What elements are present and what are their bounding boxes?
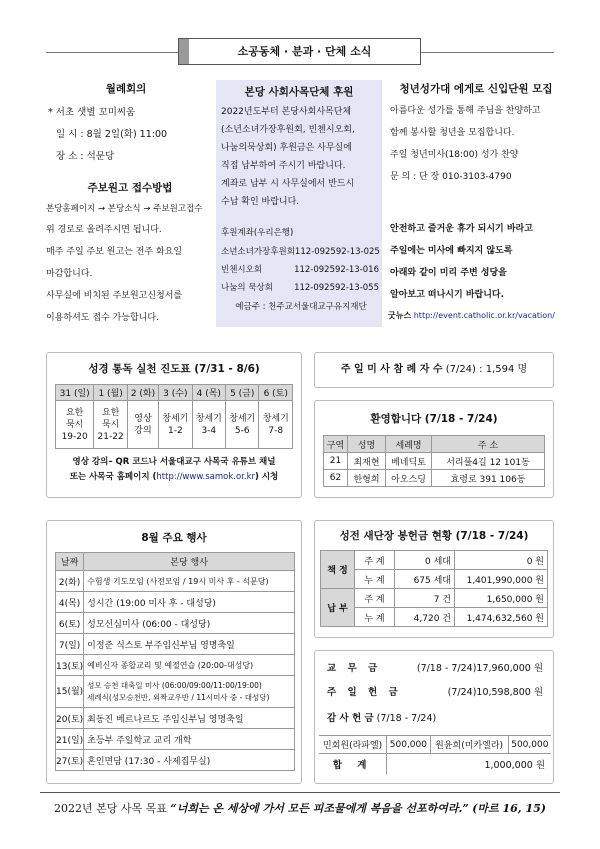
bible-reading: 요한 묵시 21-22 bbox=[94, 401, 128, 449]
vacation-section bbox=[388, 218, 568, 326]
vacation-line: 아래와 같이 미리 주변 성당을 bbox=[390, 268, 507, 278]
table-row bbox=[324, 470, 545, 487]
monthly-place: 장 소 : 석문당 bbox=[56, 151, 115, 162]
table-row: 4(목) 성시간 (19:00 미사 후 - 대성당) bbox=[56, 592, 295, 613]
welcome-cell: 베네딕토 bbox=[386, 453, 432, 470]
header-accent bbox=[179, 39, 189, 64]
bible-day: 6 (토) bbox=[259, 385, 293, 401]
section-header bbox=[178, 38, 421, 65]
bible-day: 5 (금) bbox=[226, 385, 259, 401]
finance-box bbox=[314, 650, 554, 784]
bible-reading: 창세기 1-2 bbox=[159, 401, 192, 449]
monthly-title: 월례회의 bbox=[105, 83, 147, 95]
table-row: 누 계 4,720 건 1,474,632,560 원 bbox=[321, 608, 548, 627]
support-line: (소년소녀가장후원회, 빈첸시오회, bbox=[221, 125, 355, 135]
thanks-table bbox=[319, 735, 551, 774]
offering-box bbox=[314, 520, 554, 638]
bible-day: 3 (수) bbox=[159, 385, 192, 401]
table-row: 15(월) 성모 승천 대축일 미사 (06:00/09:00/11:00/19:00) 세례식(성모승천반, 외짝교우반 / 11시미사 중 - 대성당) bbox=[56, 676, 295, 708]
bulletin-line: 사무실에 비치된 주보원고신청서를 bbox=[46, 291, 183, 301]
table-row: 27(토) 혼인면담 (17:30 - 사제집무실) bbox=[56, 750, 295, 771]
welcome-header: 주 소 bbox=[432, 436, 545, 453]
welcome-cell: 최재현 bbox=[348, 453, 386, 470]
finance-row: 주 일 헌 금 (7/24) 10,598,800 원 bbox=[327, 687, 543, 698]
table-row: 13(토) 예비신자 종합교리 및 예절연습 (20:00-대성당) bbox=[56, 655, 295, 676]
bible-reading: 창세기 3-4 bbox=[192, 401, 225, 449]
table-row bbox=[324, 453, 545, 470]
welcome-cell: 62 bbox=[324, 470, 348, 487]
footer-quote: “너희는 온 세상에 가서 모든 피조물에게 복음을 선포하여라.” bbox=[170, 802, 469, 815]
attendance-value: : 1,594 명 bbox=[479, 364, 528, 375]
bulletin-section bbox=[46, 180, 214, 329]
table-row: 누 계 675 세대 1,401,990,000 원 bbox=[321, 570, 548, 589]
vacation-link-label: 굿뉴스 bbox=[388, 311, 412, 320]
table-row: 6(토) 성모신심미사 (06:00 - 대성당) bbox=[56, 613, 295, 634]
choir-line: 주일 청년미사(18:00) 성가 찬양 bbox=[390, 150, 519, 160]
attendance-row bbox=[315, 353, 553, 387]
bible-day: 4 (목) bbox=[192, 385, 225, 401]
monthly-date: 일 시 : 8월 2일(화) 11:00 bbox=[56, 129, 168, 140]
attendance-box bbox=[314, 352, 554, 388]
support-line: 나눔의묵상회) 후원금은 사무실에 bbox=[221, 143, 352, 153]
welcome-cell: 서리풀4길 12 101동 bbox=[432, 453, 545, 470]
account-row bbox=[221, 243, 381, 261]
table-row: 합 계 1,000,000 원 bbox=[319, 754, 551, 774]
bulletin-line: 위 경로로 올려주시면 됩니다. bbox=[46, 225, 162, 235]
support-line: 수납 확인 바랍니다. bbox=[221, 197, 300, 207]
table-row: 21(일) 초등부 주일학교 교리 개학 bbox=[56, 729, 295, 750]
bible-table bbox=[55, 384, 293, 449]
bible-reading: 창세기 5-6 bbox=[226, 401, 259, 449]
attendance-period: (7/24) bbox=[445, 364, 476, 375]
events-table bbox=[55, 552, 295, 771]
welcome-cell: 한형희 bbox=[348, 470, 386, 487]
bulletin-path: 본당홈페이지 → 본당소식 → 주보원고접수 bbox=[46, 204, 203, 214]
table-row: 납 부 주 계 7 건 1,650,000 원 bbox=[321, 589, 548, 608]
offering-title: 성전 새단장 봉헌금 현황 (7/18 - 7/24) bbox=[339, 530, 529, 542]
section-title: 소공동체 · 분과 · 단체 소식 bbox=[237, 45, 372, 58]
welcome-header: 성명 bbox=[348, 436, 386, 453]
account-row bbox=[221, 261, 381, 279]
bulletin-line: 매주 주일 주보 원고는 전주 화요일 bbox=[46, 247, 183, 257]
support-line: 2022년도부터 본당사회사목단체 bbox=[221, 107, 352, 117]
thanks-heading: 감 사 헌 금 (7/18 - 7/24) bbox=[327, 713, 437, 724]
welcome-table bbox=[323, 435, 545, 487]
table-row: 2(화) 수험생 기도모임 (사전모임 / 19시 미사 후 - 석문당) bbox=[56, 571, 295, 592]
account-name: 소년소녀가장후원회 bbox=[221, 247, 295, 257]
bulletin-line: 이용하셔도 접수 가능합니다. bbox=[46, 313, 159, 323]
footer bbox=[0, 800, 600, 816]
account-number: 112-092592-13-055 bbox=[294, 283, 379, 293]
samok-link[interactable]: http://www.samok.or.kr bbox=[156, 472, 255, 482]
vacation-line: 안전하고 즐거운 휴가 되시기 바라고 bbox=[390, 224, 533, 234]
table-row: 7(일) 이정준 식스토 부주임신부님 영명축일 bbox=[56, 634, 295, 655]
account-row bbox=[221, 279, 381, 297]
table-row: 민회원(라파엘) 500,000 원윤희(미카엘라) 500,000 bbox=[319, 736, 551, 754]
table-row: 20(토) 최동진 베르나르도 주임신부님 영명축일 bbox=[56, 708, 295, 729]
footer-label: 2022년 본당 사목 목표 bbox=[54, 802, 167, 815]
account-name: 빈첸시오회 bbox=[221, 265, 263, 275]
monthly-group: * 서초 샛별 꼬미씨움 bbox=[48, 107, 136, 118]
bible-title: 성경 통독 실천 진도표 (7/31 - 8/6) bbox=[88, 363, 260, 375]
finance-row: 교 무 금 (7/18 - 7/24) 17,960,000 원 bbox=[327, 663, 543, 674]
welcome-header: 구역 bbox=[324, 436, 348, 453]
attendance-label: 주 일 미 사 참 례 자 수 bbox=[340, 364, 443, 375]
events-header: 날짜 bbox=[56, 553, 84, 571]
table-row: 책 정 주 계 0 세대 0 원 bbox=[321, 551, 548, 570]
bible-reading: 요한 묵시 19-20 bbox=[56, 401, 94, 449]
welcome-box bbox=[314, 400, 554, 498]
offering-group-label: 납 부 bbox=[321, 589, 355, 627]
account-holder: 예금주 : 천주교서울대교구유지재단 bbox=[235, 302, 367, 312]
support-box bbox=[216, 80, 382, 327]
choir-title: 청년성가대 에게로 신입단원 모집 bbox=[399, 83, 553, 95]
bible-day: 1 (월) bbox=[94, 385, 128, 401]
bulletin-line: 마감합니다. bbox=[46, 269, 93, 279]
footer-ref: (마르 16, 15) bbox=[472, 802, 546, 815]
bible-reading: 영상 강의 bbox=[127, 401, 158, 449]
account-number: 112-092592-13-016 bbox=[294, 265, 379, 275]
events-title: 8월 주요 행사 bbox=[141, 532, 207, 544]
footer-rule bbox=[40, 792, 560, 793]
welcome-title: 환영합니다 (7/18 - 7/24) bbox=[370, 413, 498, 425]
choir-line: 아름다운 성가를 통해 주님을 찬양하고 bbox=[390, 106, 541, 116]
account-number: 112-092592-13-025 bbox=[294, 247, 380, 257]
vacation-line: 알아보고 떠나시기 바랍니다. bbox=[390, 290, 505, 300]
vacation-line: 주일에는 미사에 빠지지 않도록 bbox=[390, 246, 513, 256]
welcome-cell: 21 bbox=[324, 453, 348, 470]
offering-group-label: 책 정 bbox=[321, 551, 355, 589]
events-box bbox=[46, 520, 302, 784]
bible-note: 영상 강의– QR 코드나 서울대교구 사목국 유튜브 채널 bbox=[72, 457, 276, 467]
choir-line: 문 의 : 단 장 010-3103-4790 bbox=[390, 172, 512, 182]
welcome-cell: 아오스딩 bbox=[386, 470, 432, 487]
choir-line: 함께 봉사할 청년을 모집합니다. bbox=[390, 128, 515, 138]
account-name: 나눔의 묵상회 bbox=[221, 283, 273, 293]
bible-note: 또는 사목국 홈페이지 (http://www.samok.or.kr) 시청 bbox=[69, 472, 279, 482]
offering-table bbox=[320, 550, 548, 627]
support-title: 본당 사회사목단체 후원 bbox=[244, 86, 354, 98]
vacation-link-row bbox=[388, 306, 568, 326]
monthly-meeting bbox=[46, 80, 206, 168]
vacation-link[interactable]: http://event.catholic.or.kr/vacation/ bbox=[413, 311, 555, 320]
support-line: 계좌로 납부 시 사무실에서 반드시 bbox=[221, 179, 355, 189]
bible-day: 2 (화) bbox=[127, 385, 158, 401]
support-line: 직접 납부하여 주시기 바랍니다. bbox=[221, 161, 346, 171]
bible-box bbox=[46, 352, 302, 498]
welcome-header: 세례명 bbox=[386, 436, 432, 453]
bible-day: 31 (일) bbox=[56, 385, 94, 401]
bible-reading: 창세기 7-8 bbox=[259, 401, 293, 449]
account-title: 후원계좌(우리은행) bbox=[221, 228, 294, 238]
choir-section bbox=[388, 80, 564, 188]
events-header: 본당 행사 bbox=[84, 553, 295, 571]
welcome-cell: 효령로 391 106동 bbox=[432, 470, 545, 487]
bulletin-title: 주보원고 접수방법 bbox=[87, 182, 173, 194]
